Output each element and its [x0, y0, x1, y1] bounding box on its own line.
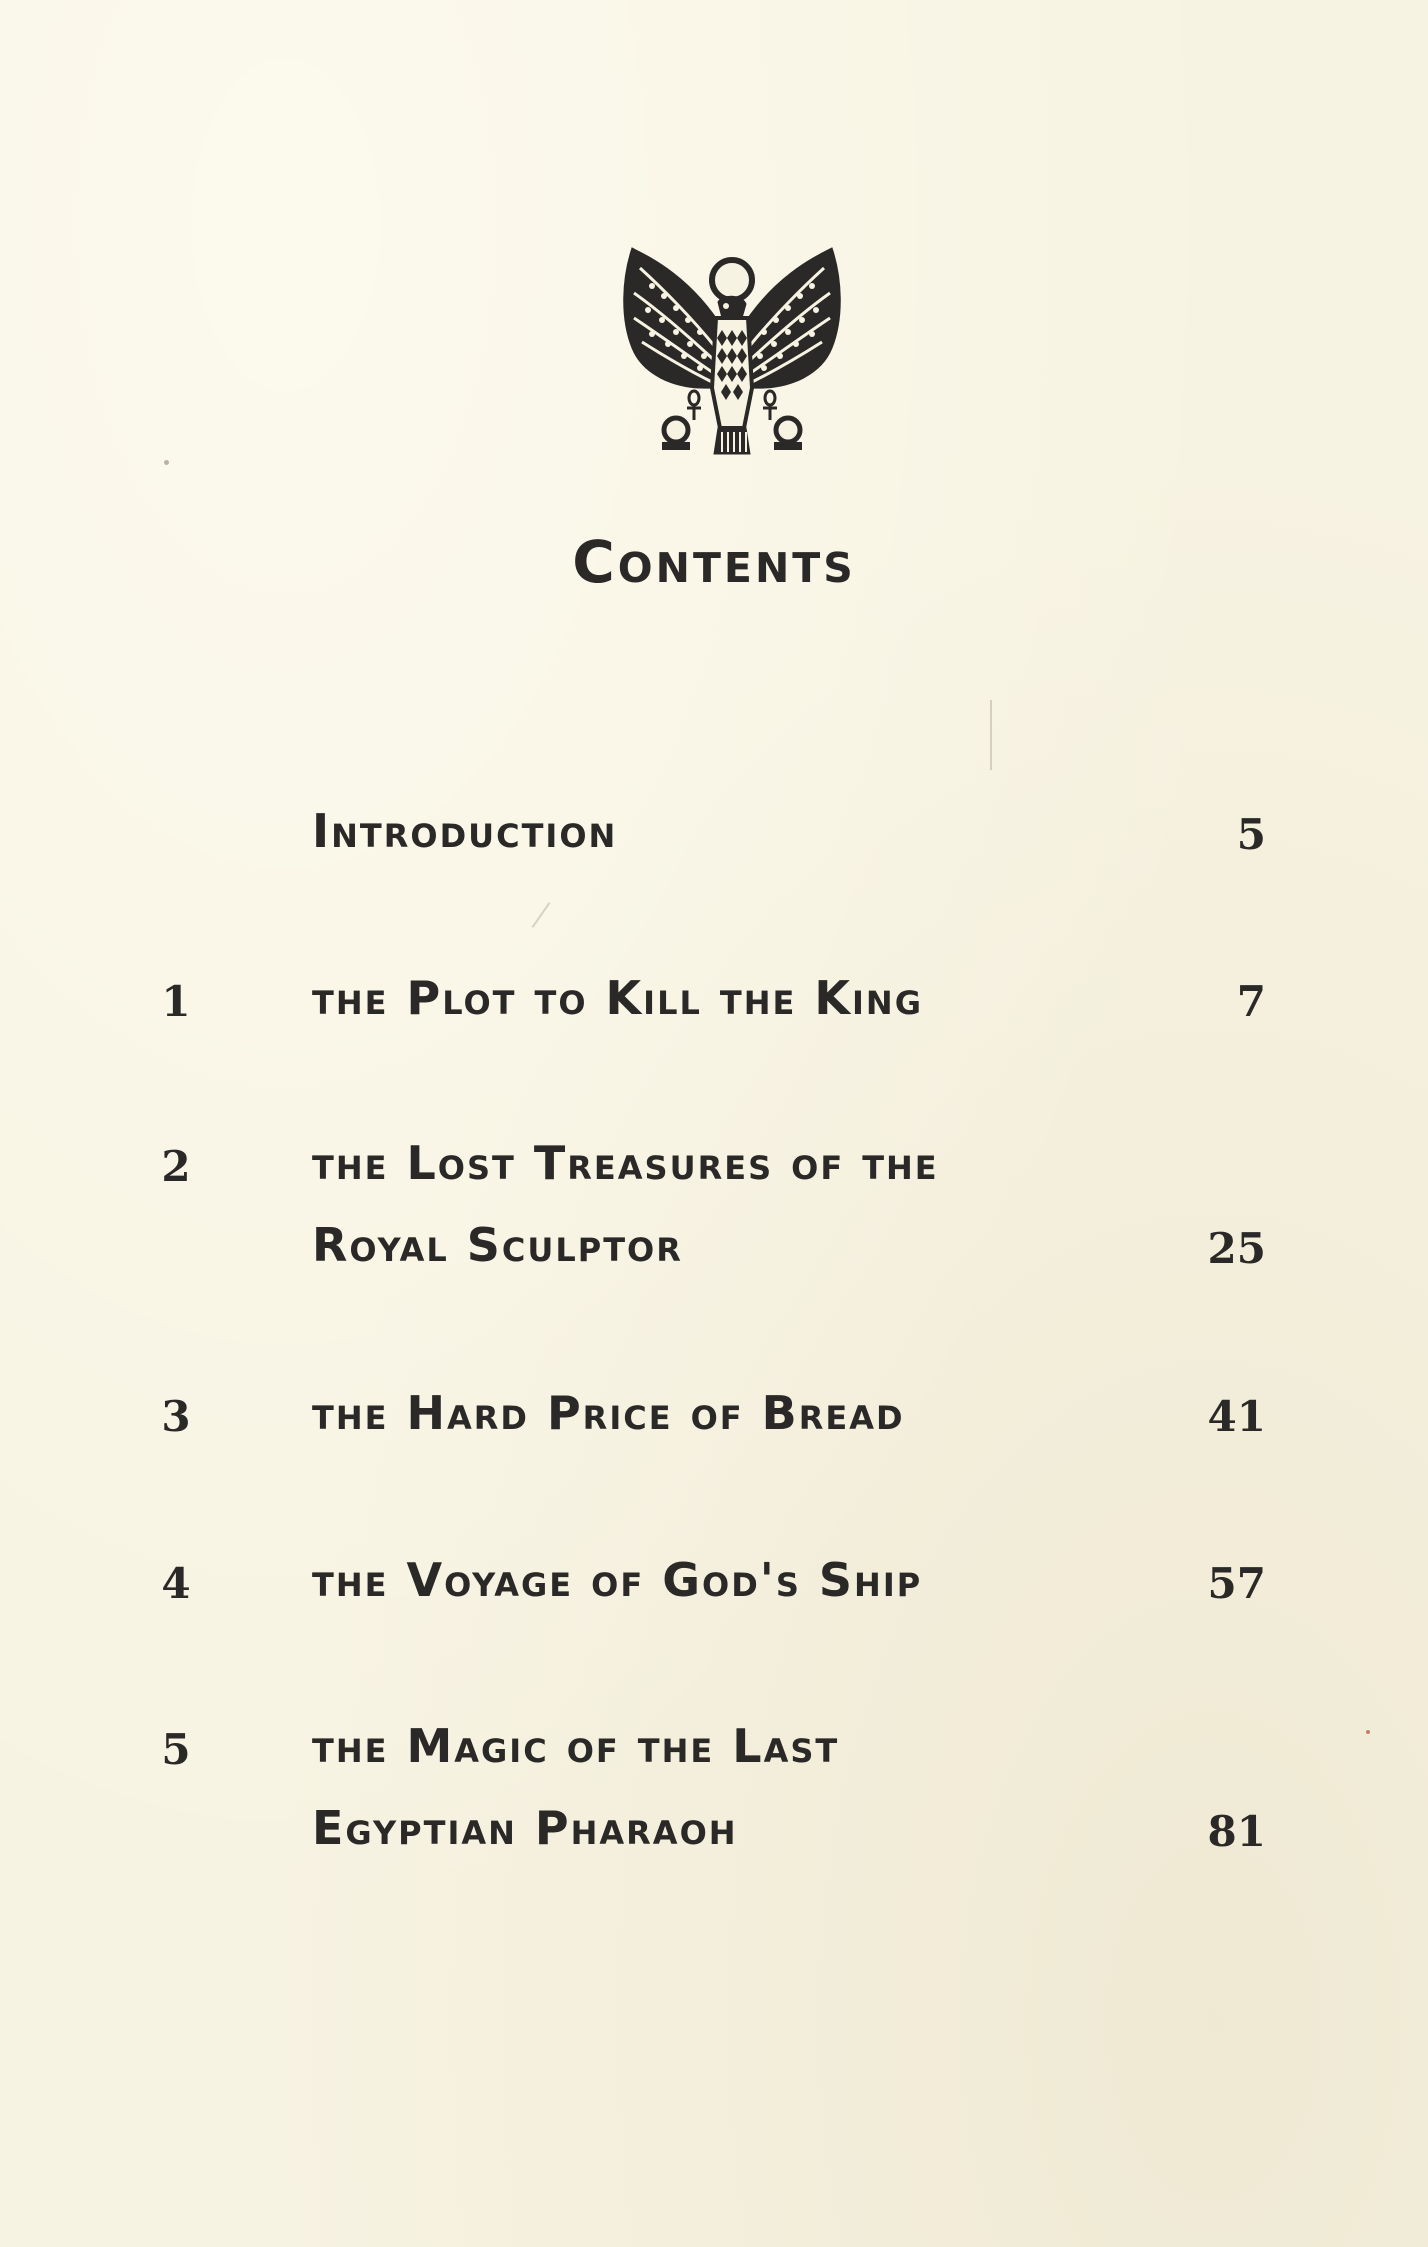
chapter-number: 1: [161, 977, 191, 1026]
entry-title-line: Royal Sculptor: [312, 1218, 683, 1272]
toc-entry[interactable]: [0, 1537, 1428, 1627]
entry-title-line: the Lost Treasures of the: [312, 1136, 939, 1190]
toc-entry[interactable]: [0, 955, 1428, 1045]
toc-entry[interactable]: [0, 1370, 1428, 1460]
entry-title: Introduction: [312, 804, 618, 858]
entry-page: 7: [1236, 977, 1266, 1026]
horus-falcon-icon: [612, 238, 852, 460]
toc-entry[interactable]: [0, 788, 1428, 878]
entry-page: 81: [1207, 1807, 1266, 1856]
entry-page: 5: [1236, 810, 1266, 859]
entry-title: the Hard Price of Bread: [312, 1386, 905, 1440]
paper-scratch: [990, 700, 992, 770]
chapter-number: 2: [161, 1142, 191, 1191]
chapter-number: 5: [161, 1725, 191, 1774]
chapter-number: 4: [161, 1559, 191, 1608]
entry-title: the Voyage of God's Ship: [312, 1553, 923, 1607]
entry-title-line: Egyptian Pharaoh: [312, 1801, 738, 1855]
entry-page: 41: [1207, 1392, 1266, 1441]
toc-entry[interactable]: [0, 1703, 1428, 1883]
entry-title: the Plot to Kill the King: [312, 971, 923, 1025]
entry-page: 25: [1207, 1224, 1266, 1273]
paper-speck: [164, 460, 169, 465]
contents-heading: Contents: [572, 528, 856, 596]
chapter-number: 3: [161, 1392, 191, 1441]
entry-page: 57: [1207, 1559, 1266, 1608]
paper-scratch: [532, 902, 551, 928]
toc-entry[interactable]: [0, 1120, 1428, 1300]
entry-title-line: the Magic of the Last: [312, 1719, 840, 1773]
